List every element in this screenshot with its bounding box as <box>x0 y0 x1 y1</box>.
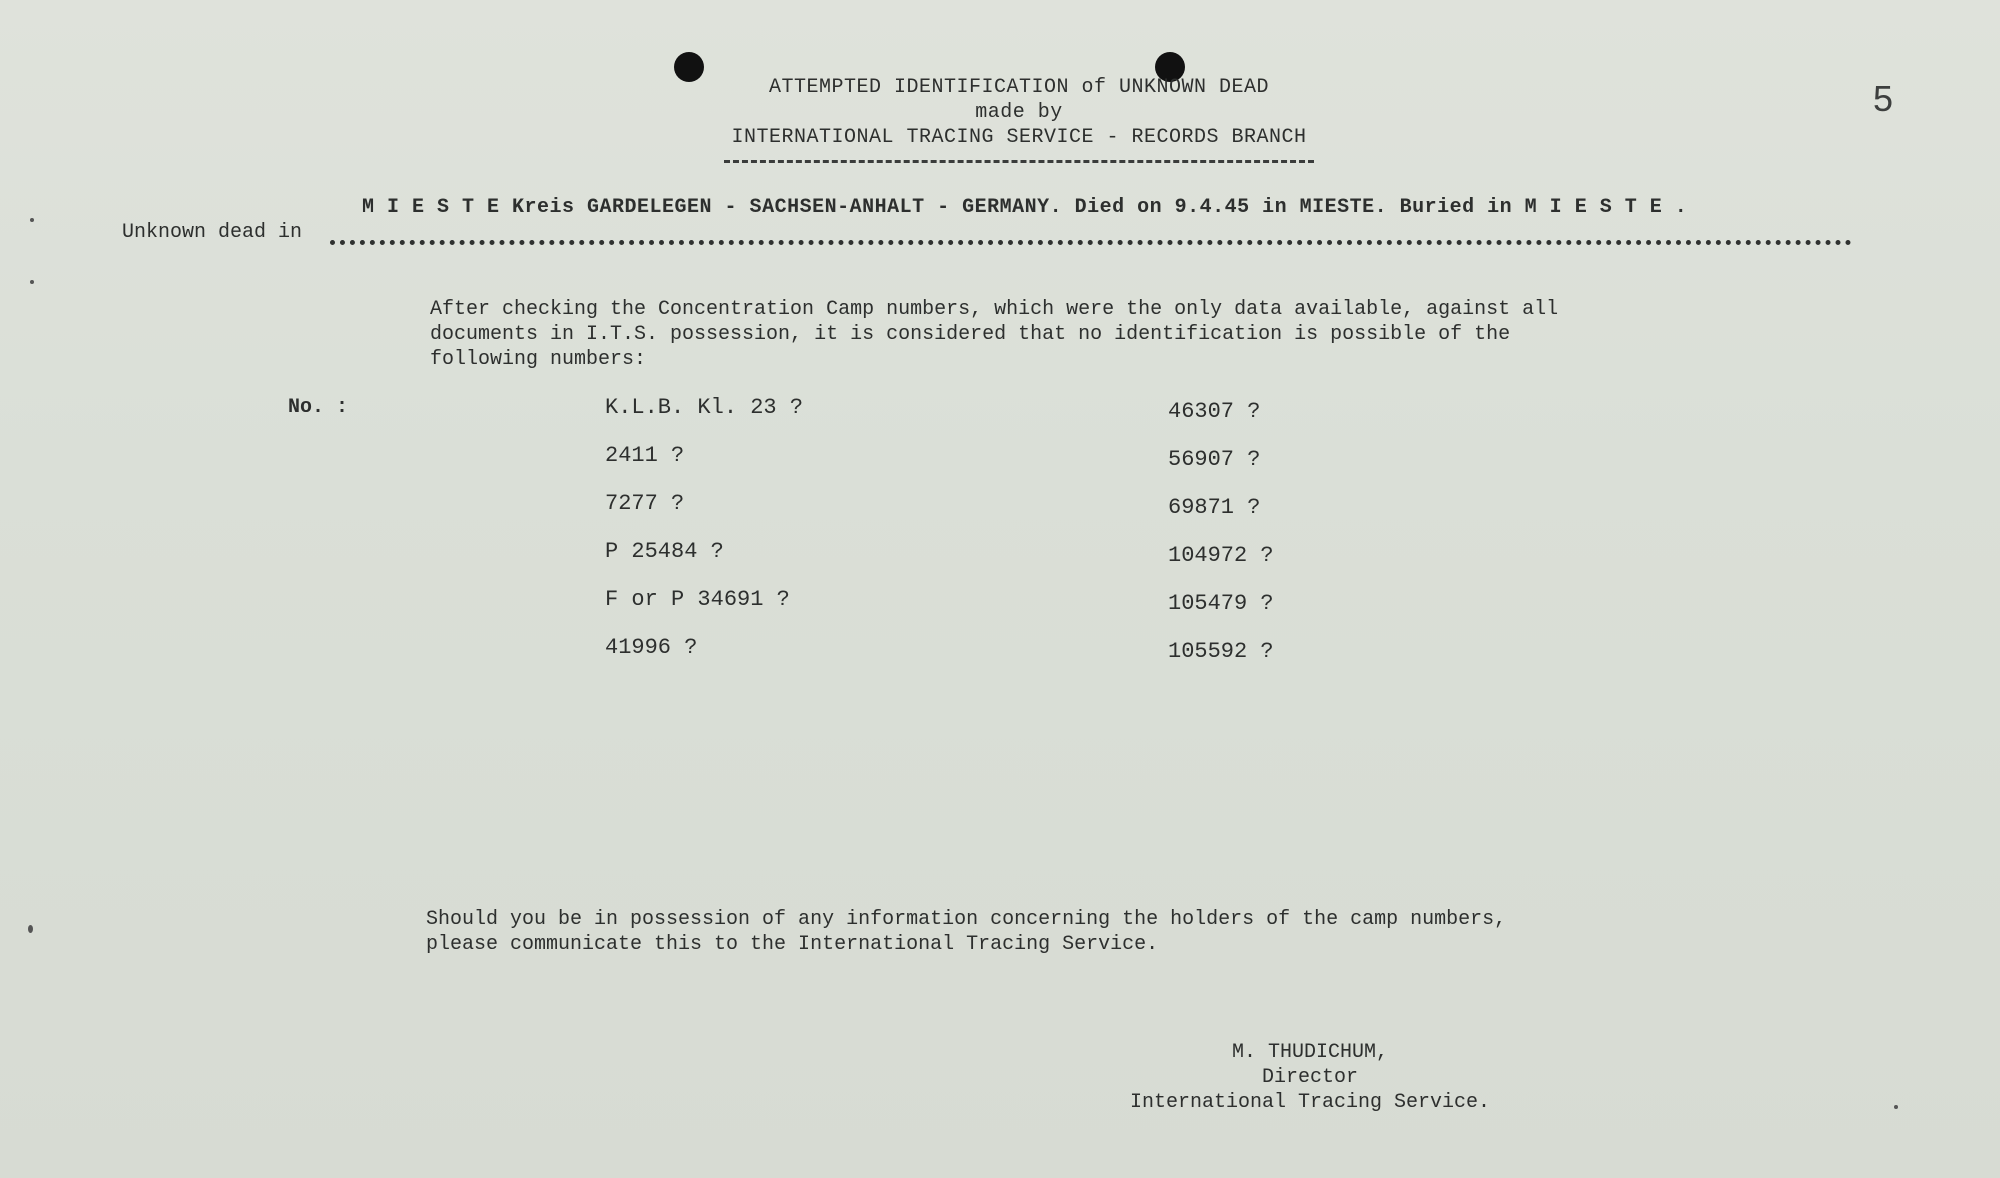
intro-line-3: following numbers: <box>430 348 647 371</box>
camp-number-right: 105592 ? <box>1168 639 1274 664</box>
camp-number-right: 46307 ? <box>1168 399 1261 424</box>
camp-number-left: P 25484 ? <box>605 539 724 564</box>
camp-number-left: 41996 ? <box>605 635 698 660</box>
signature-title: Director <box>1261 1066 1358 1089</box>
header-underline <box>724 160 1314 163</box>
margin-mark <box>28 925 33 933</box>
location-label: Unknown dead in <box>122 221 303 244</box>
camp-number-left: K.L.B. Kl. 23 ? <box>605 395 804 420</box>
camp-number-left: 2411 ? <box>605 443 685 468</box>
header-subtitle: made by <box>975 101 1063 124</box>
camp-number-right: 69871 ? <box>1168 495 1261 520</box>
margin-mark <box>30 218 34 222</box>
camp-number-right: 104972 ? <box>1168 543 1274 568</box>
numbers-label: No. : <box>288 396 349 419</box>
camp-number-left: F or P 34691 ? <box>605 587 790 612</box>
closing-line-2: please communicate this to the International Tracing Service. <box>426 933 1159 956</box>
punch-hole-left <box>674 52 704 82</box>
signature-organization: International Tracing Service. <box>1130 1091 1491 1114</box>
camp-number-left: 7277 ? <box>605 491 685 516</box>
margin-mark <box>1894 1105 1898 1109</box>
intro-line-1: After checking the Concentration Camp numbers, which were the only data available, against all <box>430 298 1559 321</box>
page-number: 5 <box>1873 78 1894 119</box>
dotted-line <box>330 240 1852 245</box>
header-organization: INTERNATIONAL TRACING SERVICE - RECORDS BRANCH <box>731 126 1307 149</box>
header-title: ATTEMPTED IDENTIFICATION of UNKNOWN DEAD <box>768 76 1270 99</box>
intro-line-2: documents in I.T.S. possession, it is considered that no identification is possible of the <box>430 323 1511 346</box>
margin-mark <box>30 280 34 284</box>
closing-line-1: Should you be in possession of any information concerning the holders of the camp numbers, <box>426 908 1507 931</box>
camp-number-right: 56907 ? <box>1168 447 1261 472</box>
camp-number-right: 105479 ? <box>1168 591 1274 616</box>
location-text: M I E S T E Kreis GARDELEGEN - SACHSEN-ANHALT - GERMANY. Died on 9.4.45 in MIESTE. Buried in M I E S T E . <box>362 196 1688 219</box>
signature-name: M. THUDICHUM, <box>1231 1041 1389 1064</box>
